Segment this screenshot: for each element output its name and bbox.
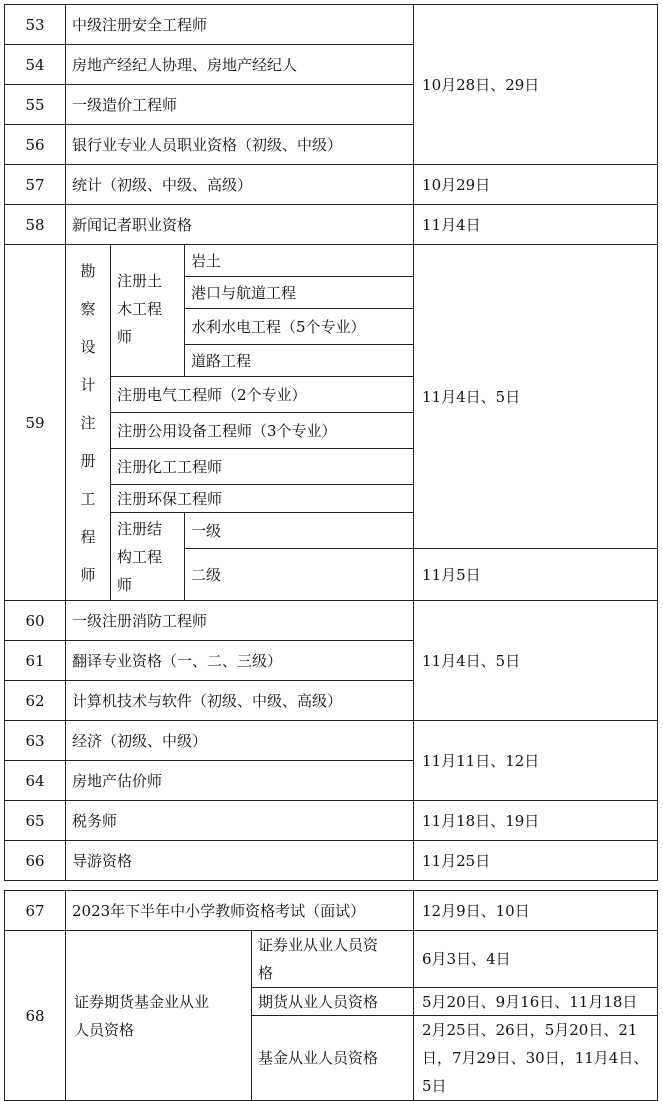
exam-name: 2023年下半年中小学教师资格考试（面试） [66, 891, 414, 931]
exam-name: 注册公用设备工程师（3个专业） [111, 413, 414, 449]
sub-specialty: 水利水电工程（5个专业） [185, 309, 414, 345]
exam-date: 10月28日、29日 [414, 5, 658, 165]
row-number: 53 [5, 5, 66, 45]
exam-name: 证券业从业人员资 格 [252, 931, 414, 988]
exam-date: 5月20日、9月16日、11月18日 [414, 988, 658, 1016]
exam-name: 一级造价工程师 [66, 85, 414, 125]
exam-date: 2月25日、26日，5月20日、21 日，7月29日、30日，11月4日、 5日 [414, 1016, 658, 1101]
table-row [5, 931, 658, 988]
row-number: 56 [5, 125, 66, 165]
row-number: 58 [5, 205, 66, 245]
exam-date: 11月11日、12日 [414, 721, 658, 801]
exam-name: 注册电气工程师（2个专业） [111, 377, 414, 413]
structural-engineer-label: 注册结 构工程 师 [111, 513, 185, 601]
exam-name: 翻译专业资格（一、二、三级） [66, 641, 414, 681]
sub-specialty: 港口与航道工程 [185, 277, 414, 309]
exam-name: 导游资格 [66, 841, 414, 881]
table-row [5, 5, 658, 45]
table-row [5, 205, 658, 245]
row-number: 60 [5, 601, 66, 641]
row-number: 59 [5, 245, 66, 601]
exam-date: 11月18日、19日 [414, 801, 658, 841]
exam-name: 银行业专业人员职业资格（初级、中级） [66, 125, 414, 165]
vertical-label: 勘 察 设 计 注 册 工 程 师 [80, 261, 96, 584]
exam-name: 经济（初级、中级） [66, 721, 414, 761]
civil-engineer-label: 注册土 木工程 师 [111, 245, 185, 377]
row-number: 67 [5, 891, 66, 931]
exam-name: 新闻记者职业资格 [66, 205, 414, 245]
row-number: 61 [5, 641, 66, 681]
exam-date: 11月4日、5日 [414, 245, 658, 549]
exam-date: 11月4日、5日 [414, 601, 658, 721]
exam-name: 注册环保工程师 [111, 485, 414, 513]
table-row [5, 165, 658, 205]
exam-name: 统计（初级、中级、高级） [66, 165, 414, 205]
table-row [5, 721, 658, 761]
exam-date: 11月4日 [414, 205, 658, 245]
exam-name: 注册化工工程师 [111, 449, 414, 485]
exam-name: 期货从业人员资格 [252, 988, 414, 1016]
exam-date: 6月3日、4日 [414, 931, 658, 988]
table-row [5, 801, 658, 841]
row-number: 64 [5, 761, 66, 801]
exam-name: 房地产经纪人协理、房地产经纪人 [66, 45, 414, 85]
table-row [5, 891, 658, 931]
exam-category: 证券期货基金业从业 人员资格 [66, 931, 252, 1101]
row-number: 66 [5, 841, 66, 881]
category-survey-design-engineer [66, 245, 111, 601]
table-row [5, 841, 658, 881]
sub-specialty: 岩土 [185, 245, 414, 277]
sub-specialty: 道路工程 [185, 345, 414, 377]
exam-name: 计算机技术与软件（初级、中级、高级） [66, 681, 414, 721]
exam-name: 基金从业人员资格 [252, 1016, 414, 1101]
exam-date: 10月29日 [414, 165, 658, 205]
exam-schedule-table-2 [4, 890, 658, 1101]
row-number: 68 [5, 931, 66, 1101]
row-number: 65 [5, 801, 66, 841]
exam-name: 一级注册消防工程师 [66, 601, 414, 641]
exam-name: 税务师 [66, 801, 414, 841]
row-number: 63 [5, 721, 66, 761]
row-number: 55 [5, 85, 66, 125]
exam-name: 房地产估价师 [66, 761, 414, 801]
sub-specialty: 一级 [185, 513, 414, 549]
exam-date: 12月9日、10日 [414, 891, 658, 931]
row-number: 54 [5, 45, 66, 85]
exam-date: 11月25日 [414, 841, 658, 881]
exam-name: 中级注册安全工程师 [66, 5, 414, 45]
table-row [5, 245, 658, 277]
exam-schedule-table-1 [4, 4, 658, 881]
sub-specialty: 二级 [185, 549, 414, 601]
row-number: 57 [5, 165, 66, 205]
exam-date: 11月5日 [414, 549, 658, 601]
row-number: 62 [5, 681, 66, 721]
table-row [5, 601, 658, 641]
